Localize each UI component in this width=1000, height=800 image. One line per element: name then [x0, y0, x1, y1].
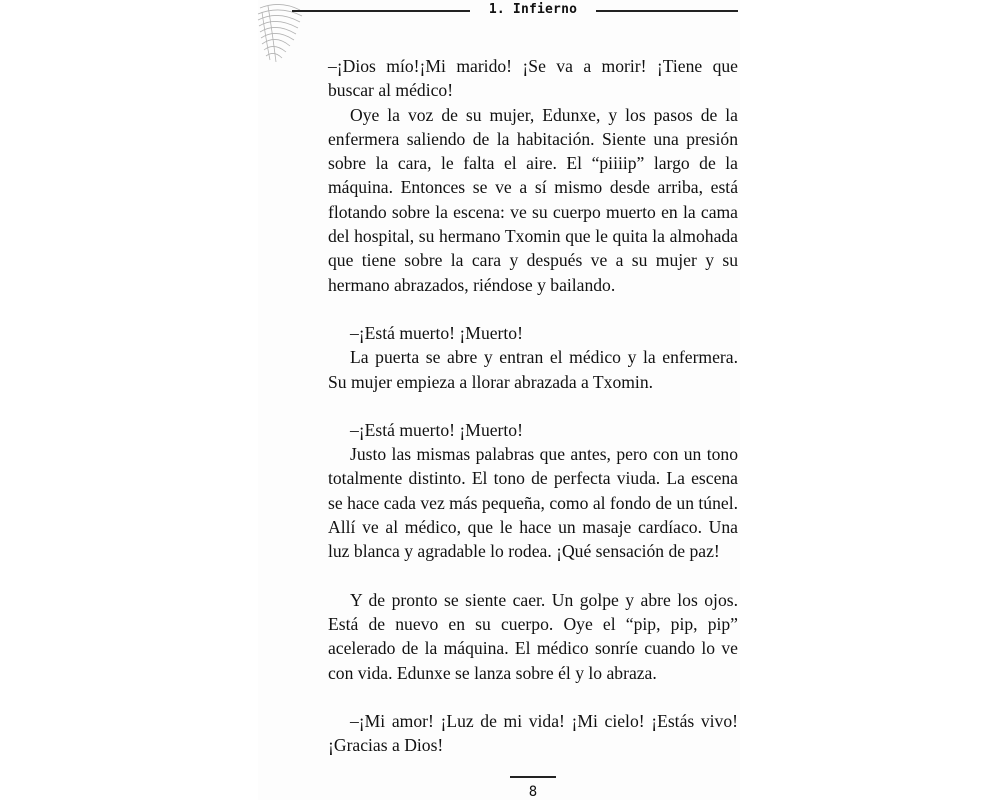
header-rule-right	[596, 10, 738, 12]
paragraph-narration-2: La puerta se abre y entran el médico y la enfermera. Su mujer empieza a llorar abrazada a Txomin.	[328, 347, 738, 392]
paragraph-dialog-1: –¡Dios mío!¡Mi marido! ¡Se va a morir! ¡Tiene que buscar al médico!	[328, 56, 738, 101]
paragraph-narration-4: Y de pronto se siente caer. Un golpe y abre los ojos. Está de nuevo en su cuerpo. Oye el “pip, pip, pip” acelerado de la máquina. El médico sonríe cuando lo ve con vida. Edunxe se lanza sobre él y lo abraza.	[328, 589, 738, 683]
chapter-title: 1. Infierno	[488, 2, 578, 17]
paragraph-dialog-2: –¡Está muerto! ¡Muerto!	[350, 322, 523, 343]
section-gap	[328, 297, 738, 321]
page-number: 8	[528, 784, 538, 800]
paragraph-narration-3: Justo las mismas palabras que antes, pero con un tono totalmente distinto. El tono de perfecta viuda. La escena se hace cada vez más pequeña, como al fondo de un túnel. Allí ve al médico, que le hace un masaje cardíaco. Una luz blanca y agradable lo rodea. ¡Qué sensación de paz!	[328, 444, 738, 562]
paragraph-dialog-3: –¡Está muerto! ¡Muerto!	[350, 419, 523, 440]
paragraph-dialog-4: –¡Mi amor! ¡Luz de mi vida! ¡Mi cielo! ¡Estás vivo! ¡Gracias a Dios!	[328, 710, 738, 756]
paragraph-narration-1: Oye la voz de su mujer, Edunxe, y los pasos de la enfermera saliendo de la habitación. Siente una presión sobre la cara, le falta el aire. El “piiiip” largo de la máquina. Entonces se ve a sí mismo desde arriba, está flotando sobre la escena: ve su cuerpo muerto en la cama del hospital, su hermano Txomin que le quita la almohada que tiene sobre la cara y después ve a su mujer y su hermano abrazados, riéndose y bailando.	[328, 104, 738, 295]
section-gap	[328, 564, 738, 588]
section-gap	[328, 685, 738, 709]
section-gap	[328, 394, 738, 418]
header-rule-left	[292, 10, 470, 12]
page-body	[328, 54, 738, 757]
footer-rule	[510, 776, 556, 778]
